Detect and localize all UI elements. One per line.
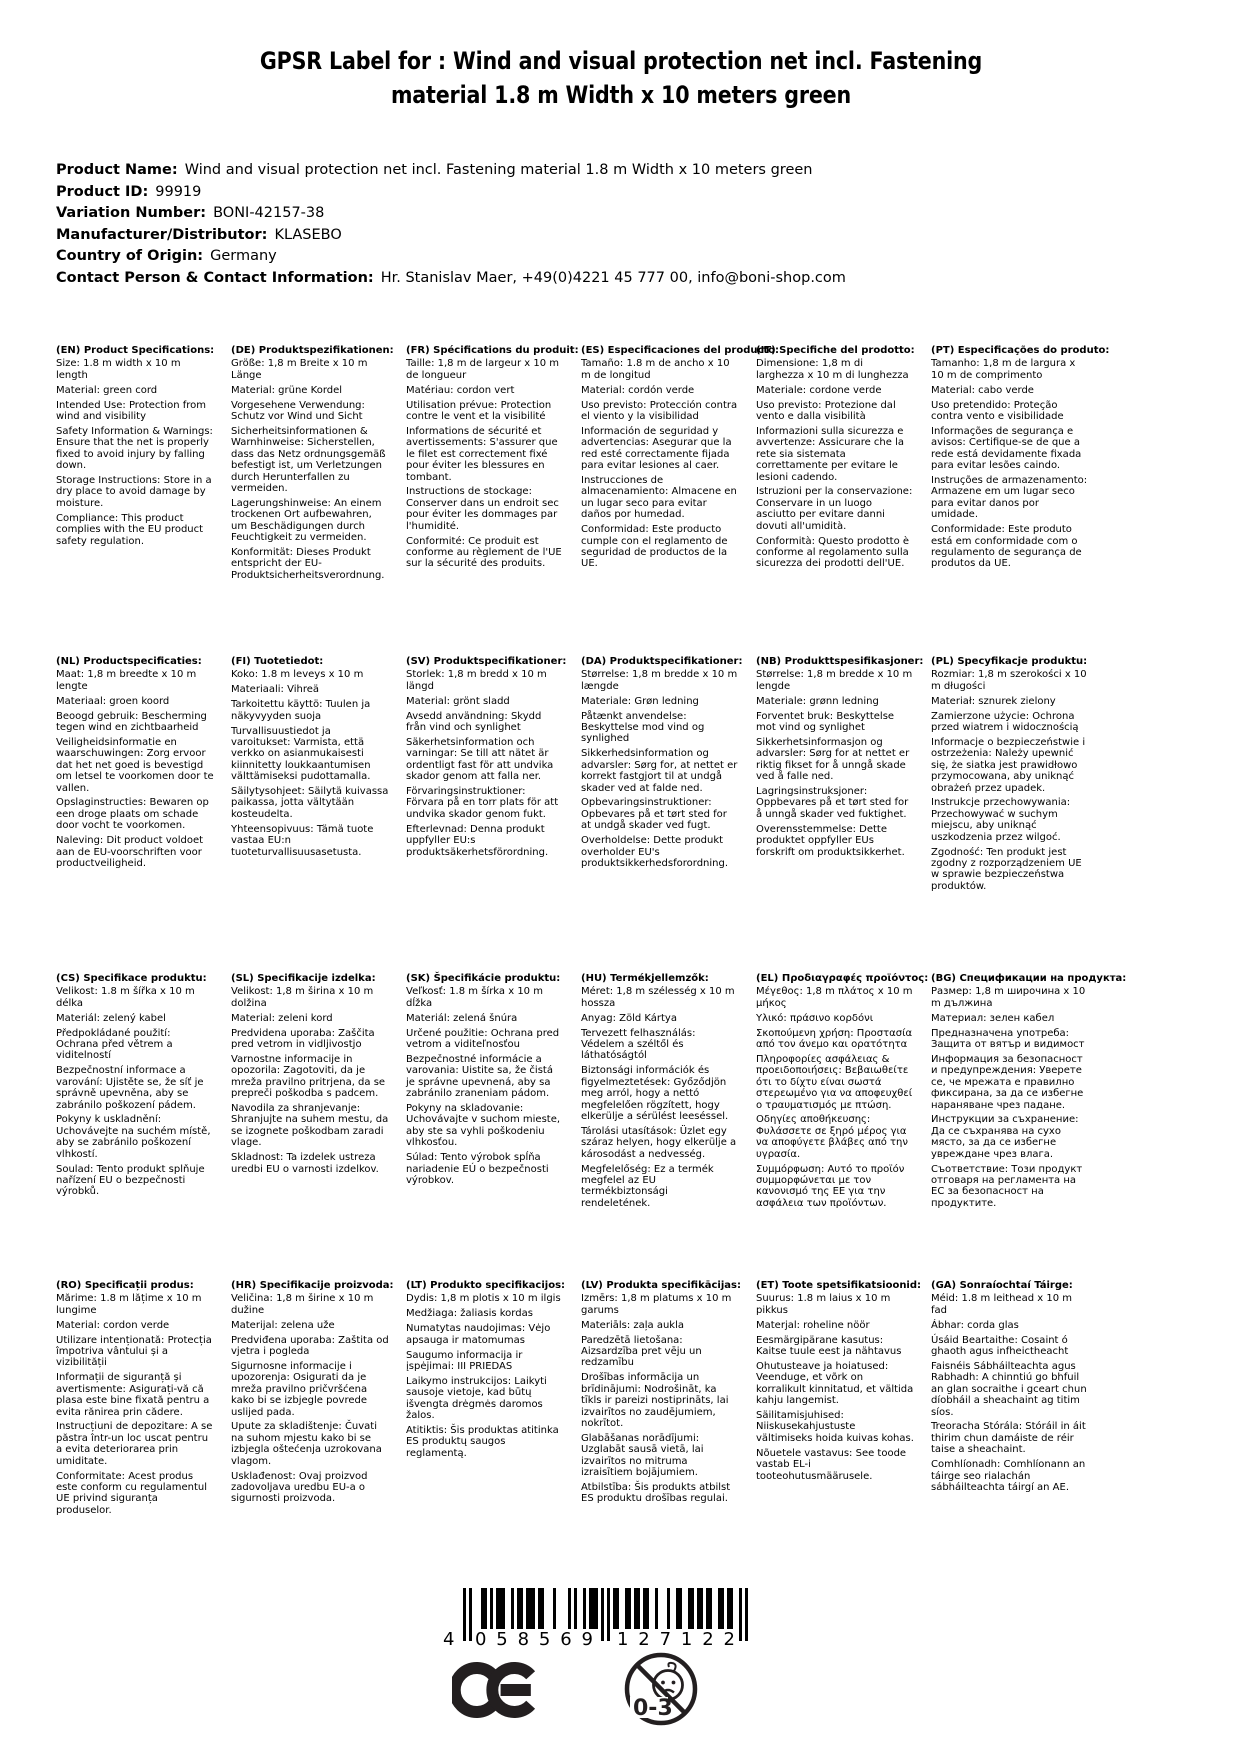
spec-paragraph: Skladnost: Ta izdelek ustreza uredbi EU o varnosti izdelkov.: [231, 1152, 379, 1175]
spec-paragraph: Material: grönt sladd: [406, 695, 510, 707]
spec-paragraph: Conformidade: Este produto está em conformidade com o regulamento de segurança de produtos da UE.: [931, 524, 1082, 570]
spec-paragraph: Size: 1.8 m width x 10 m length: [56, 358, 181, 381]
lang-block-lt: [406, 1280, 564, 1520]
spec-paragraph: Informații de siguranță și avertismente: Asigurați-vă că plasa este bine fixată pentru a evita rănirea prin cădere.: [56, 1372, 210, 1418]
lang-block-header: (PL) Specyfikacje produktu:: [931, 656, 1088, 667]
product-info-value: KLASEBO: [274, 226, 342, 243]
spec-paragraph: Předpokládané použití: Ochrana před větrem a viditelností: [56, 1027, 173, 1062]
spec-paragraph: Mărime: 1.8 m lățime x 10 m lungime: [56, 1293, 202, 1316]
spec-paragraph: Tamanho: 1,8 m de largura x 10 m de comprimento: [931, 358, 1076, 381]
spec-paragraph: Súlad: Tento výrobok spĺňa nariadenie EÚ o bezpečnosti výrobkov.: [406, 1152, 549, 1186]
spec-paragraph: Conformidad: Este producto cumple con el reglamento de seguridad de productos de la UE.: [581, 524, 728, 570]
lang-block-fi: [231, 656, 389, 973]
spec-paragraph: Размер: 1,8 m широчина x 10 m дължина: [931, 986, 1086, 1009]
spec-paragraph: Paredzētā lietošana: Aizsardzība pret vēju un redzamību: [581, 1334, 702, 1369]
lang-block-da: [581, 656, 743, 973]
spec-paragraph: Material: grüne Kordel: [231, 384, 343, 396]
product-info-label: Manufacturer/Distributor:: [56, 226, 268, 243]
lang-block-sl: [231, 973, 389, 1280]
spec-paragraph: Material: cordón verde: [581, 384, 695, 396]
lang-block-es: [581, 345, 780, 656]
lang-block-it: [756, 345, 914, 656]
product-info-row: [56, 182, 1201, 204]
spec-paragraph: Tarkoitettu käyttö: Tuulen ja näkyvyyden suoja: [231, 699, 371, 722]
product-info-row: [56, 268, 1201, 290]
lang-block-fr: [406, 345, 579, 656]
spec-paragraph: Maat: 1,8 m breedte x 10 m lengte: [56, 669, 197, 692]
lang-block-header: (LT) Produkto specifikacijos:: [406, 1280, 566, 1291]
spec-paragraph: Pokyny k uskladnění: Uchovávejte na suchém místě, aby se zabránilo poškození vlhkostí.: [56, 1114, 211, 1160]
spec-paragraph: Veľkosť: 1.8 m šírka x 10 m dĺžka: [406, 986, 543, 1009]
spec-paragraph: Förvaringsinstruktioner: Förvara på en torr plats för att undvika skador genom fukt.: [406, 786, 559, 820]
lang-block-et: [756, 1280, 922, 1520]
spec-paragraph: Material: green cord: [56, 384, 158, 396]
lang-block-el: [756, 973, 929, 1280]
product-info-section: [56, 160, 1201, 289]
spec-paragraph: Anyag: Zöld Kártya: [581, 1012, 677, 1024]
spec-paragraph: Materiale: cordone verde: [756, 384, 882, 396]
spec-paragraph: Zgodność: Ten produkt jest zgodny z rozporządzeniem UE w sprawie bezpieczeństwa produktów.: [931, 846, 1082, 892]
spec-paragraph: Intended Use: Protection from wind and visibility: [56, 399, 206, 423]
product-info-value: Wind and visual protection net incl. Fastening material 1.8 m Width x 10 meters green: [184, 162, 813, 178]
lang-block-de: [231, 345, 394, 656]
spec-paragraph: Съответствие: Този продукт отговаря на регламента на ЕС за безопасност на продуктите.: [931, 1163, 1083, 1209]
barcode-right-digits: 127122: [617, 1629, 735, 1650]
product-info-label: Product ID:: [56, 183, 149, 200]
lang-block-header: (SK) Špecifikácie produktu:: [406, 973, 561, 984]
spec-paragraph: Treoracha Stórála: Stóráil in áit thirim chun damáiste de réir taise a sheachaint.: [931, 1421, 1086, 1456]
lang-block-header: (RO) Specificații produs:: [56, 1280, 194, 1291]
product-info-row: [56, 246, 1201, 268]
spec-paragraph: Utilisation prévue: Protection contre le vent et la visibilité: [406, 399, 552, 423]
lang-block-header: (NL) Productspecificaties:: [56, 656, 202, 667]
spec-paragraph: Instrucciones de almacenamiento: Almacene en un lugar seco para evitar daños por humedad.: [581, 475, 737, 521]
lang-block-en: [56, 345, 214, 656]
spec-paragraph: Rozmiar: 1,8 m szerokości x 10 m długości: [931, 669, 1087, 692]
spec-paragraph: Sikkerhedsinformation og advarsler: Sørg for, at nettet er korrekt fastgjort til at undgå skader ved at falde ned.: [581, 748, 738, 794]
spec-paragraph: Materiaal: groen koord: [56, 695, 170, 707]
spec-paragraph: Drošības informācija un brīdinājumi: Nodrošināt, ka tīkls ir pareizi nostiprināts, lai izvairītos no zaudējumiem, nokrītot.: [581, 1372, 729, 1429]
spec-paragraph: Úsáid Beartaithe: Cosaint ó ghaoth agus infheictheacht: [931, 1334, 1069, 1358]
spec-paragraph: Größe: 1,8 m Breite x 10 m Länge: [231, 358, 368, 381]
spec-paragraph: Veiligheidsinformatie en waarschuwingen: Zorg ervoor dat het net goed is bevestigd om letsel te voorkomen door te vallen.: [56, 736, 214, 794]
spec-paragraph: Πληροφορίες ασφάλειας & προειδοποιήσεις: Βεβαιωθείτε ότι το δίχτυ είναι σωστά στερεωμένο για να αποφευχθεί ο τραυματισμός με πτώση.: [756, 1053, 913, 1111]
product-info-value: Hr. Stanislav Maer, +49(0)4221 45 777 00, info@boni-shop.com: [380, 269, 846, 286]
spec-paragraph: Størrelse: 1,8 m bredde x 10 m længde: [581, 669, 738, 692]
lang-block-nl: [56, 656, 214, 973]
spec-paragraph: Suurus: 1.8 m laius x 10 m pikkus: [756, 1293, 891, 1316]
page-title-line1: GPSR Label for : Wind and visual protection net incl. Fastening: [259, 47, 982, 75]
lang-block-hu: [581, 973, 739, 1280]
spec-paragraph: Информация за безопасност и предупреждения: Уверете се, че мрежата е правилно фиксирана, за да се избегне нараняване чрез падане.: [931, 1053, 1084, 1111]
spec-paragraph: Materjal: roheline nöör: [756, 1319, 870, 1331]
lang-block-header: (NB) Produkttspesifikasjoner:: [756, 656, 924, 667]
spec-paragraph: Veličina: 1,8 m širine x 10 m dužine: [231, 1293, 374, 1316]
spec-paragraph: Dydis: 1,8 m plotis x 10 m ilgis: [406, 1293, 561, 1305]
lang-block-header: (LV) Produkta specifikācijas:: [581, 1280, 741, 1291]
spec-paragraph: Istruzioni per la conservazione: Conservare in un luogo asciutto per evitare danni dovuti all'umidità.: [756, 486, 913, 532]
spec-paragraph: Инструкции за съхранение: Да се съхранява на сухо място, за да се избегне увреждане чрез влага.: [931, 1114, 1079, 1160]
spec-paragraph: Atbilstība: Šis produkts atbilst ES produktu drošības regulai.: [581, 1482, 731, 1505]
spec-paragraph: Instructions de stockage: Conserver dans un endroit sec pour éviter les dommages par l'humidité.: [406, 486, 559, 532]
spec-paragraph: Tárolási utasítások: Üzlet egy száraz helyen, hogy elkerülje a károsodást a nedvesség.: [581, 1125, 737, 1160]
spec-paragraph: Material: zeleni kord: [231, 1012, 333, 1024]
spec-paragraph: Storage Instructions: Store in a dry place to avoid damage by moisture.: [56, 475, 212, 509]
spec-paragraph: Predvidena uporaba: Zaščita pred vetrom in vidljivostjo: [231, 1027, 375, 1051]
spec-paragraph: Uso pretendido: Proteção contra vento e visibilidade: [931, 399, 1064, 423]
spec-paragraph: Faisnéis Sábháilteachta agus Rabhadh: A chinntiú go bhfuil an glan socraithe i gceart chun díobháil a sheachaint ag titim síos.: [931, 1360, 1087, 1418]
lang-block-header: (EN) Product Specifications:: [56, 345, 215, 356]
spec-paragraph: Vorgesehene Verwendung: Schutz vor Wind und Sicht: [231, 399, 365, 423]
lang-block-header: (DA) Produktspecifikationer:: [581, 656, 743, 667]
spec-paragraph: Koko: 1.8 m leveys x 10 m: [231, 669, 364, 681]
spec-paragraph: Glabāšanas norādījumi: Uzglabāt sausā vietā, lai izvairītos no mitruma izraisītiem bojājumiem.: [581, 1432, 704, 1479]
lang-block-header: (CS) Specifikace produktu:: [56, 973, 207, 984]
spec-paragraph: Οδηγίες αποθήκευσης: Φυλάσσετε σε ξηρό μέρος για να αποφύγετε βλάβες από την υγρασία.: [756, 1114, 908, 1160]
spec-paragraph: Bezpečnostné informácie a varovania: Uistite sa, že čistá je správne upevnená, aby sa zabránilo zraneniam pádom.: [406, 1053, 553, 1100]
lang-block-header: (BG) Спецификации на продукта:: [931, 973, 1127, 984]
lang-block-sk: [406, 973, 564, 1280]
barcode-prefix-digit: 4: [443, 1629, 455, 1650]
lang-block-header: (FI) Tuotetiedot:: [231, 656, 324, 667]
lang-block-bg: [931, 973, 1127, 1280]
spec-paragraph: Megfelelőség: Ez a termék megfelel az EU termékbiztonsági rendeletének.: [581, 1163, 714, 1209]
spec-paragraph: Σκοπούμενη χρήση: Προστασία από τον άνεμο και ορατότητα: [756, 1027, 913, 1051]
lang-block-header: (EL) Προδιαγραφές προϊόντος:: [756, 973, 929, 984]
spec-paragraph: Materiale: grønn ledning: [756, 695, 879, 707]
lang-block-header: (GA) Sonraíochtaí Táirge:: [931, 1280, 1073, 1291]
spec-paragraph: Información de seguridad y advertencias: Asegurar que la red esté correctamente fijada para evitar lesiones al caer.: [581, 425, 732, 472]
product-info-row: [56, 203, 1201, 225]
spec-paragraph: Säilytysohjeet: Säilytä kuivassa paikassa, jotta vältytään kosteudelta.: [231, 786, 389, 820]
spec-paragraph: Tamaño: 1.8 m de ancho x 10 m de longitud: [581, 358, 730, 381]
product-info-label: Contact Person & Contact Information:: [56, 269, 374, 286]
spec-paragraph: Påtænkt anvendelse: Beskyttelse mod vind og synlighed: [581, 710, 705, 745]
spec-paragraph: Saugumo informacija ir įspėjimai: III PRIEDAS: [406, 1349, 523, 1372]
spec-paragraph: Storlek: 1,8 m bredd x 10 m längd: [406, 669, 547, 692]
spec-paragraph: Informações de segurança e avisos: Certifique-se de que a rede está devidamente fixada para evitar lesões caindo.: [931, 425, 1082, 472]
lang-block-header: (HU) Termékjellemzők:: [581, 973, 709, 984]
product-info-label: Product Name:: [56, 162, 178, 178]
spec-paragraph: Utilizare intenționată: Protecția împotriva vântului și a vizibilității: [56, 1334, 212, 1369]
lang-block-nb: [756, 656, 924, 973]
spec-paragraph: Avsedd användning: Skydd från vind och synlighet: [406, 710, 542, 734]
age-warning-0-3-icon: [622, 1650, 700, 1732]
lang-block-lv: [581, 1280, 739, 1520]
spec-paragraph: Určené použitie: Ochrana pred vetrom a viditeľnosťou: [406, 1027, 560, 1051]
spec-paragraph: Предназначена употреба: Защита от вятър и видимост: [931, 1027, 1085, 1051]
spec-paragraph: Bezpečnostní informace a varování: Ujistěte se, že síť je správně upevněna, aby se zabránilo poškození pádem.: [56, 1065, 204, 1111]
ean13-barcode: [441, 1588, 751, 1648]
spec-paragraph: Instrucțiuni de depozitare: A se păstra într-un loc uscat pentru a evita deteriorarea prin umiditate.: [56, 1421, 213, 1467]
lang-block-header: (ET) Toote spetsifikatsioonid:: [756, 1280, 922, 1291]
spec-paragraph: Turvallisuustiedot ja varoitukset: Varmista, että verkko on asianmukaisesti kiinnitetty loukkaantumisen välttämiseksi pudottamalla.: [231, 725, 371, 783]
spec-paragraph: Μέγεθος: 1,8 m πλάτος x 10 m μήκος: [756, 986, 913, 1009]
spec-paragraph: Informacje o bezpieczeństwie i ostrzeżenia: Należy upewnić się, że siatka jest prawidłowo przymocowana, aby uniknąć obrażeń przez upadek.: [931, 736, 1086, 794]
spec-paragraph: Atitiktis: Šis produktas atitinka ES produktų saugos reglamentą.: [406, 1424, 559, 1459]
spec-paragraph: Velikost: 1,8 m širina x 10 m dolžina: [231, 986, 374, 1009]
spec-paragraph: Medžiaga: žaliasis kordas: [406, 1308, 533, 1320]
spec-paragraph: Numatytas naudojimas: Vėjo apsauga ir matomumas: [406, 1323, 551, 1346]
spec-paragraph: Konformität: Dieses Produkt entspricht der EU-Produktsicherheitsverordnung.: [231, 547, 385, 581]
spec-paragraph: Informazioni sulla sicurezza e avvertenze: Assicurare che la rete sia sistemata correttamente per evitare le lesioni cadendo.: [756, 425, 904, 483]
spec-paragraph: Materiaali: Vihreä: [231, 684, 319, 696]
lang-block-sv: [406, 656, 567, 973]
spec-paragraph: Navodila za shranjevanje: Shranjujte na suhem mestu, da se izognete poškodbam zaradi vlage.: [231, 1103, 389, 1149]
product-info-row: [56, 225, 1201, 247]
spec-paragraph: Yhteensopivuus: Tämä tuote vastaa EU:n tuoteturvallisuusasetusta.: [231, 823, 374, 858]
spec-paragraph: Opbevaringsinstruktioner: Opbevares på et tørt sted for at undgå skader ved fugt.: [581, 797, 727, 832]
page-title-line2: material 1.8 m Width x 10 meters green: [390, 81, 851, 109]
spec-paragraph: Soulad: Tento produkt splňuje nařízení EU o bezpečnosti výrobků.: [56, 1163, 205, 1198]
lang-block-header: (ES) Especificaciones del producto:: [581, 345, 780, 356]
spec-paragraph: Størrelse: 1,8 m bredde x 10 m lengde: [756, 669, 913, 692]
lang-block-header: (SL) Specifikacije izdelka:: [231, 973, 376, 984]
spec-paragraph: Matériau: cordon vert: [406, 384, 515, 396]
spec-paragraph: Upute za skladištenje: Čuvati na suhom mjestu kako bi se izbjegla oštećenja uzrokovana vlagom.: [231, 1421, 382, 1467]
spec-paragraph: Συμμόρφωση: Αυτό το προϊόν συμμορφώνεται με τον κανονισμό της ΕΕ για την ασφάλεια των προϊόντων.: [756, 1163, 905, 1209]
lang-block-header: (DE) Produktspezifikationen:: [231, 345, 394, 356]
spec-paragraph: Varnostne informacije in opozorila: Zagotoviti, da je mreža pravilno pritrjena, da se prepreči poškodba s padcem.: [231, 1053, 386, 1100]
spec-paragraph: Materiale: Grøn ledning: [581, 695, 699, 707]
spec-paragraph: Instruções de armazenamento: Armazene em um lugar seco para evitar danos por umidade.: [931, 475, 1088, 521]
product-info-label: Variation Number:: [56, 205, 207, 221]
spec-paragraph: Nõuetele vastavus: See toode vastab EL-i tooteohutusmäärusele.: [756, 1447, 907, 1482]
spec-paragraph: Beoogd gebruik: Bescherming tegen wind en zichtbaarheid: [56, 710, 207, 734]
product-info-value: BONI-42157-38: [213, 205, 325, 221]
lang-block-header: (SV) Produktspecifikationer:: [406, 656, 567, 667]
spec-paragraph: Material: cordon verde: [56, 1319, 170, 1331]
spec-paragraph: Méid: 1.8 m leithead x 10 m fad: [931, 1293, 1072, 1316]
spec-paragraph: Sikkerhetsinformasjon og advarsler: Sørg for at nettet er riktig fikset for å unngå skade ved å falle ned.: [756, 736, 910, 783]
spec-paragraph: Comhlíonadh: Comhlíonann an táirge seo rialachán sábháilteachta táirgí an AE.: [931, 1459, 1086, 1493]
spec-paragraph: Uso previsto: Protección contra el viento y la visibilidad: [581, 399, 738, 423]
spec-paragraph: Materijal: zelena uže: [231, 1319, 335, 1331]
age-warning-label: 0-3: [633, 1696, 673, 1721]
language-specifications-grid: [56, 345, 1127, 1520]
lang-block-ro: [56, 1280, 214, 1520]
spec-paragraph: Safety Information & Warnings: Ensure that the net is properly fixed to avoid injury by falling down.: [56, 425, 213, 472]
spec-paragraph: Laikymo instrukcijos: Laikyti sausoje vietoje, kad būtų išvengta drėgmės daromos žalos.: [406, 1375, 547, 1422]
lang-block-cs: [56, 973, 214, 1280]
spec-paragraph: Lagringsinstruksjoner: Oppbevares på et tørt sted for å unngå skader ved fuktighet.: [756, 786, 909, 820]
spec-paragraph: Sigurnosne informacije i upozorenja: Osigurati da je mreža pravilno pričvršćena kako bi se izbjegle povrede uslijed pada.: [231, 1360, 368, 1418]
spec-paragraph: Sicherheitsinformationen & Warnhinweise: Sicherstellen, dass das Netz ordnungsgemäß befestigt ist, um Verletzungen durch Herunterfallen zu vermeiden.: [231, 425, 386, 494]
spec-paragraph: Biztonsági információk és figyelmeztetések: Győződjön meg arról, hogy a nettó megfelelően rögzített, hogy elkerülje a sérülést leeséssel.: [581, 1065, 729, 1122]
spec-paragraph: Material: cabo verde: [931, 384, 1034, 396]
spec-paragraph: Eesmärgipärane kasutus: Kaitse tuule eest ja nähtavus: [756, 1334, 902, 1358]
spec-paragraph: Uso previsto: Protezione dal vento e dalla visibilità: [756, 399, 896, 423]
spec-paragraph: Opslaginstructies: Bewaren op een droge plaats om schade door vocht te voorkomen.: [56, 797, 209, 832]
spec-paragraph: Materiāls: zaļa aukla: [581, 1319, 685, 1331]
ce-mark-icon: [452, 1660, 540, 1724]
product-info-label: Country of Origin:: [56, 248, 204, 264]
spec-paragraph: Säilitamisjuhised: Niiskusekahjustuste vältimiseks hoida kuivas kohas.: [756, 1410, 914, 1444]
spec-paragraph: Tervezett felhasználás: Védelem a széltől és láthatóságtól: [581, 1027, 696, 1062]
product-info-value: Germany: [210, 248, 277, 264]
lang-block-pl: [931, 656, 1089, 973]
spec-paragraph: Taille: 1,8 m de largeur x 10 m de longueur: [406, 358, 560, 381]
spec-paragraph: Usklađenost: Ovaj proizvod zadovoljava uredbu EU-a o sigurnosti proizvoda.: [231, 1470, 368, 1505]
spec-paragraph: Overensstemmelse: Dette produktet oppfyller EUs forskrift om produktsikkerhet.: [756, 823, 905, 858]
lang-block-header: (IT) Specifiche del prodotto:: [756, 345, 915, 356]
spec-paragraph: Predviđena uporaba: Zaštita od vjetra i pogleda: [231, 1334, 389, 1358]
spec-paragraph: Materiál: zelený kabel: [56, 1012, 166, 1024]
spec-paragraph: Instrukcje przechowywania: Przechowywać w suchym miejscu, aby uniknąć uszkodzenia przez wilgoć.: [931, 797, 1071, 843]
spec-paragraph: Zamierzone użycie: Ochrona przed wiatrem i widocznością: [931, 710, 1079, 734]
lang-block-pt: [931, 345, 1110, 656]
spec-paragraph: Conformité: Ce produit est conforme au règlement de l'UE sur la sécurité des produits.: [406, 535, 562, 570]
spec-paragraph: Velikost: 1.8 m šířka x 10 m délka: [56, 986, 195, 1009]
barcode-graphic: [441, 1588, 751, 1650]
spec-paragraph: Материал: зелен кабел: [931, 1012, 1055, 1024]
spec-paragraph: Naleving: Dit product voldoet aan de EU-voorschriften voor productveiligheid.: [56, 835, 204, 869]
spec-paragraph: Efterlevnad: Denna produkt uppfyller EU:s produktsäkerhetsförordning.: [406, 823, 549, 858]
spec-paragraph: Lagerungshinweise: An einem trockenen Ort aufbewahren, um Beschädigungen durch Feuchtigkeit zu vermeiden.: [231, 497, 382, 544]
spec-paragraph: Informations de sécurité et avertissements: S'assurer que le filet est correctement fixé pour éviter les blessures en tombant.: [406, 425, 558, 483]
lang-block-header: (HR) Specifikacije proizvoda:: [231, 1280, 394, 1291]
spec-paragraph: Méret: 1,8 m szélesség x 10 m hossza: [581, 986, 735, 1009]
page-title: [191, 44, 1051, 112]
product-info-row: [56, 160, 1201, 182]
spec-paragraph: Säkerhetsinformation och varningar: Se till att nätet är ordentligt fast för att undvika skador genom att falla ner.: [406, 736, 554, 783]
spec-paragraph: Materiál: zelená šnúra: [406, 1012, 518, 1024]
spec-paragraph: Conformitate: Acest produs este conform cu regulamentul UE privind siguranța produselor.: [56, 1470, 207, 1516]
spec-paragraph: Compliance: This product complies with the EU product safety regulation.: [56, 512, 204, 547]
spec-paragraph: Conformità: Questo prodotto è conforme al regolamento sulla sicurezza dei prodotti dell'UE.: [756, 535, 910, 570]
spec-paragraph: Izmērs: 1,8 m platums x 10 m garums: [581, 1293, 732, 1316]
spec-paragraph: Forventet bruk: Beskyttelse mot vind og synlighet: [756, 710, 895, 734]
spec-paragraph: Materiał: sznurek zielony: [931, 695, 1056, 707]
spec-paragraph: Dimensione: 1,8 m di larghezza x 10 m di lunghezza: [756, 358, 909, 381]
spec-paragraph: Overholdelse: Dette produkt overholder EU's produktsikkerhedsforordning.: [581, 835, 729, 869]
spec-paragraph: Pokyny na skladovanie: Uchovávajte v suchom mieste, aby ste sa vyhli poškodeniu vlhkosťou.: [406, 1103, 561, 1149]
lang-block-header: (PT) Especificações do produto:: [931, 345, 1110, 356]
lang-block-header: (FR) Spécifications du produit:: [406, 345, 579, 356]
spec-paragraph: Υλικό: πράσινο κορδόνι: [756, 1012, 874, 1024]
spec-paragraph: Ohutusteave ja hoiatused: Veenduge, et võrk on korralikult kinnitatud, et vältida kahju langemist.: [756, 1360, 914, 1407]
lang-block-hr: [231, 1280, 394, 1520]
barcode-left-digits: 058569: [475, 1629, 593, 1650]
lang-block-ga: [931, 1280, 1089, 1520]
product-info-value: 99919: [155, 183, 202, 200]
spec-paragraph: Ábhar: corda glas: [931, 1319, 1019, 1331]
